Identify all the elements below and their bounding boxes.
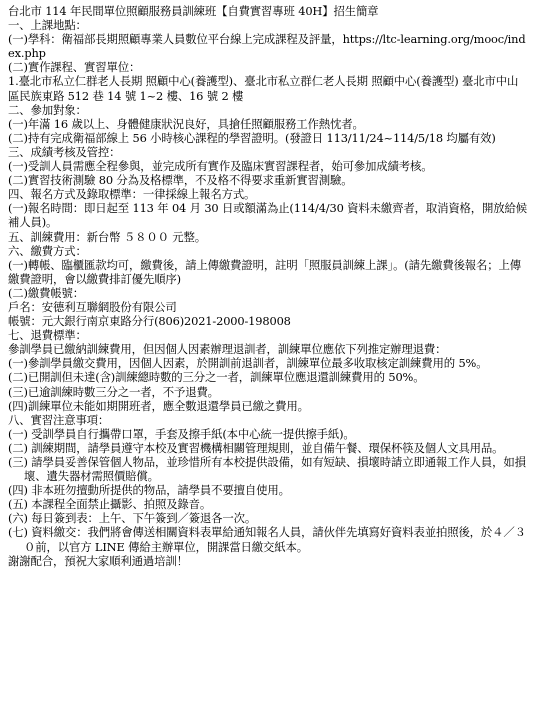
document-line: 一、上課地點： xyxy=(8,18,87,33)
document-line: (一)報名時間：即日起至 113 年 04 月 30 日或額滿為止(114/4/30 資料未繳齊者，取消資格，開放給候補人員)。 xyxy=(8,201,527,230)
document-line: (六) 每日簽到表：上午、下午簽到／簽退各一次。 xyxy=(8,511,257,526)
document-line: (一)受訓人員需應全程參與，並完成所有實作及臨床實習課程者，始可參加成績考核。 xyxy=(8,159,433,174)
document-line: (一)轉帳、臨櫃匯款均可，繳費後，請上傳繳費證明，註明「照服員訓練上課」。(請先繳費後報名；上傳繳費證明，會以繳費排訂優先順序) xyxy=(8,257,522,286)
document-line: (三) 請學員妥善保管個人物品，並珍惜所有本校提供設備，如有短缺、損壞時請立即通報工作人員，如損壞、遺失器材需照價賠償。 xyxy=(8,455,526,484)
document-line: 1.臺北市私立仁群老人長期 照顧中心(養護型)、臺北市私立群仁老人長期 照顧中心(養護型) 臺北市中山區民族東路 512 巷 14 號 1~2 樓、16 號 2 樓 xyxy=(8,74,519,103)
document-line: (二)持有完成衛福部線上 56 小時核心課程的學習證明。(發證日 113/11/24~114/5/18 均屬有效) xyxy=(8,130,496,145)
document-line: (一)年滿 16 歲以上、身體健康狀況良好，具搶任照顧服務工作熱忱者。 xyxy=(8,116,364,131)
document-line: 三、成績考核及管控： xyxy=(8,144,121,159)
document-line: (二)已開訓但未達(含)訓練總時數的三分之一者，訓練單位應退還訓練費用的 50%。 xyxy=(8,370,425,385)
document-line: (二)實習技術測驗 80 分為及格標準，不及格不得要求重新實習測驗。 xyxy=(8,173,353,188)
document-line: 戶名：安德利互聯網股份有限公司 xyxy=(8,299,177,314)
document-line: (四)訓練單位未能如期開班者，應全數退還學員已繳之費用。 xyxy=(8,398,309,413)
document-line: (五) 本課程全面禁止攝影、拍照及錄音。 xyxy=(8,497,212,512)
document-line: 參訓學員已繳納訓練費用，但因個人因素辦理退訓者，訓練單位應依下列推定辦理退費： xyxy=(8,342,447,357)
document-line: (一)學科：衛福部長期照顧專業人員數位平台線上完成課程及評量，https://ltc-learning.org/mooc/index.php xyxy=(8,32,526,61)
document-line: 二、參加對象： xyxy=(8,102,87,117)
document-line: (二)繳費帳號： xyxy=(8,285,85,300)
document-line: (四) 非本班勿擅動所提供的物品，請學員不要擅自使用。 xyxy=(8,483,290,498)
document-line: (三)已逾訓練時數三分之一者，不予退費。 xyxy=(8,384,219,399)
document-line: 謝謝配合，預祝大家順利通過培訓！ xyxy=(8,553,188,568)
document-line: 台北市 114 年民間單位照顧服務員訓練班【自費實習專班 40H】招生簡章 xyxy=(8,4,379,18)
document-line: (二) 訓練期間，請學員遵守本校及實習機構相關管理規則，並自備午餐、環保杯筷及個人文具用品。 xyxy=(8,440,504,455)
document-line: 四、報名方式及錄取標準：一律採線上報名方式。 xyxy=(8,187,256,202)
document-line: 七、退費標準： xyxy=(8,328,87,343)
document-line: (二)實作課程、實習單位： xyxy=(8,60,141,75)
document-line: (七) 資料繳交：我們將會傳送相關資料表單給通知報名人員，請伙伴先填寫好資料表並拍照後，於４／３０前，以官方 LINE 傳給主辦單位，開課當日繳交紙本。 xyxy=(8,525,526,554)
document-line: (一)參訓學員繳交費用，因個人因素，於開訓前退訓者，訓練單位最多收取核定訓練費用的 5%。 xyxy=(8,356,488,371)
document-line: 八、實習注意事項： xyxy=(8,412,110,427)
document-line: 五、訓練費用：新台幣 ５８００ 元整。 xyxy=(8,229,207,244)
document-line: (一) 受訓學員自行攜帶口罩，手套及擦手紙(本中心統一提供擦手紙)。 xyxy=(8,426,355,441)
document-line: 六、繳費方式： xyxy=(8,243,87,258)
document-line: 帳號：元大銀行南京東路分行(806)2021-2000-198008 xyxy=(8,314,291,329)
